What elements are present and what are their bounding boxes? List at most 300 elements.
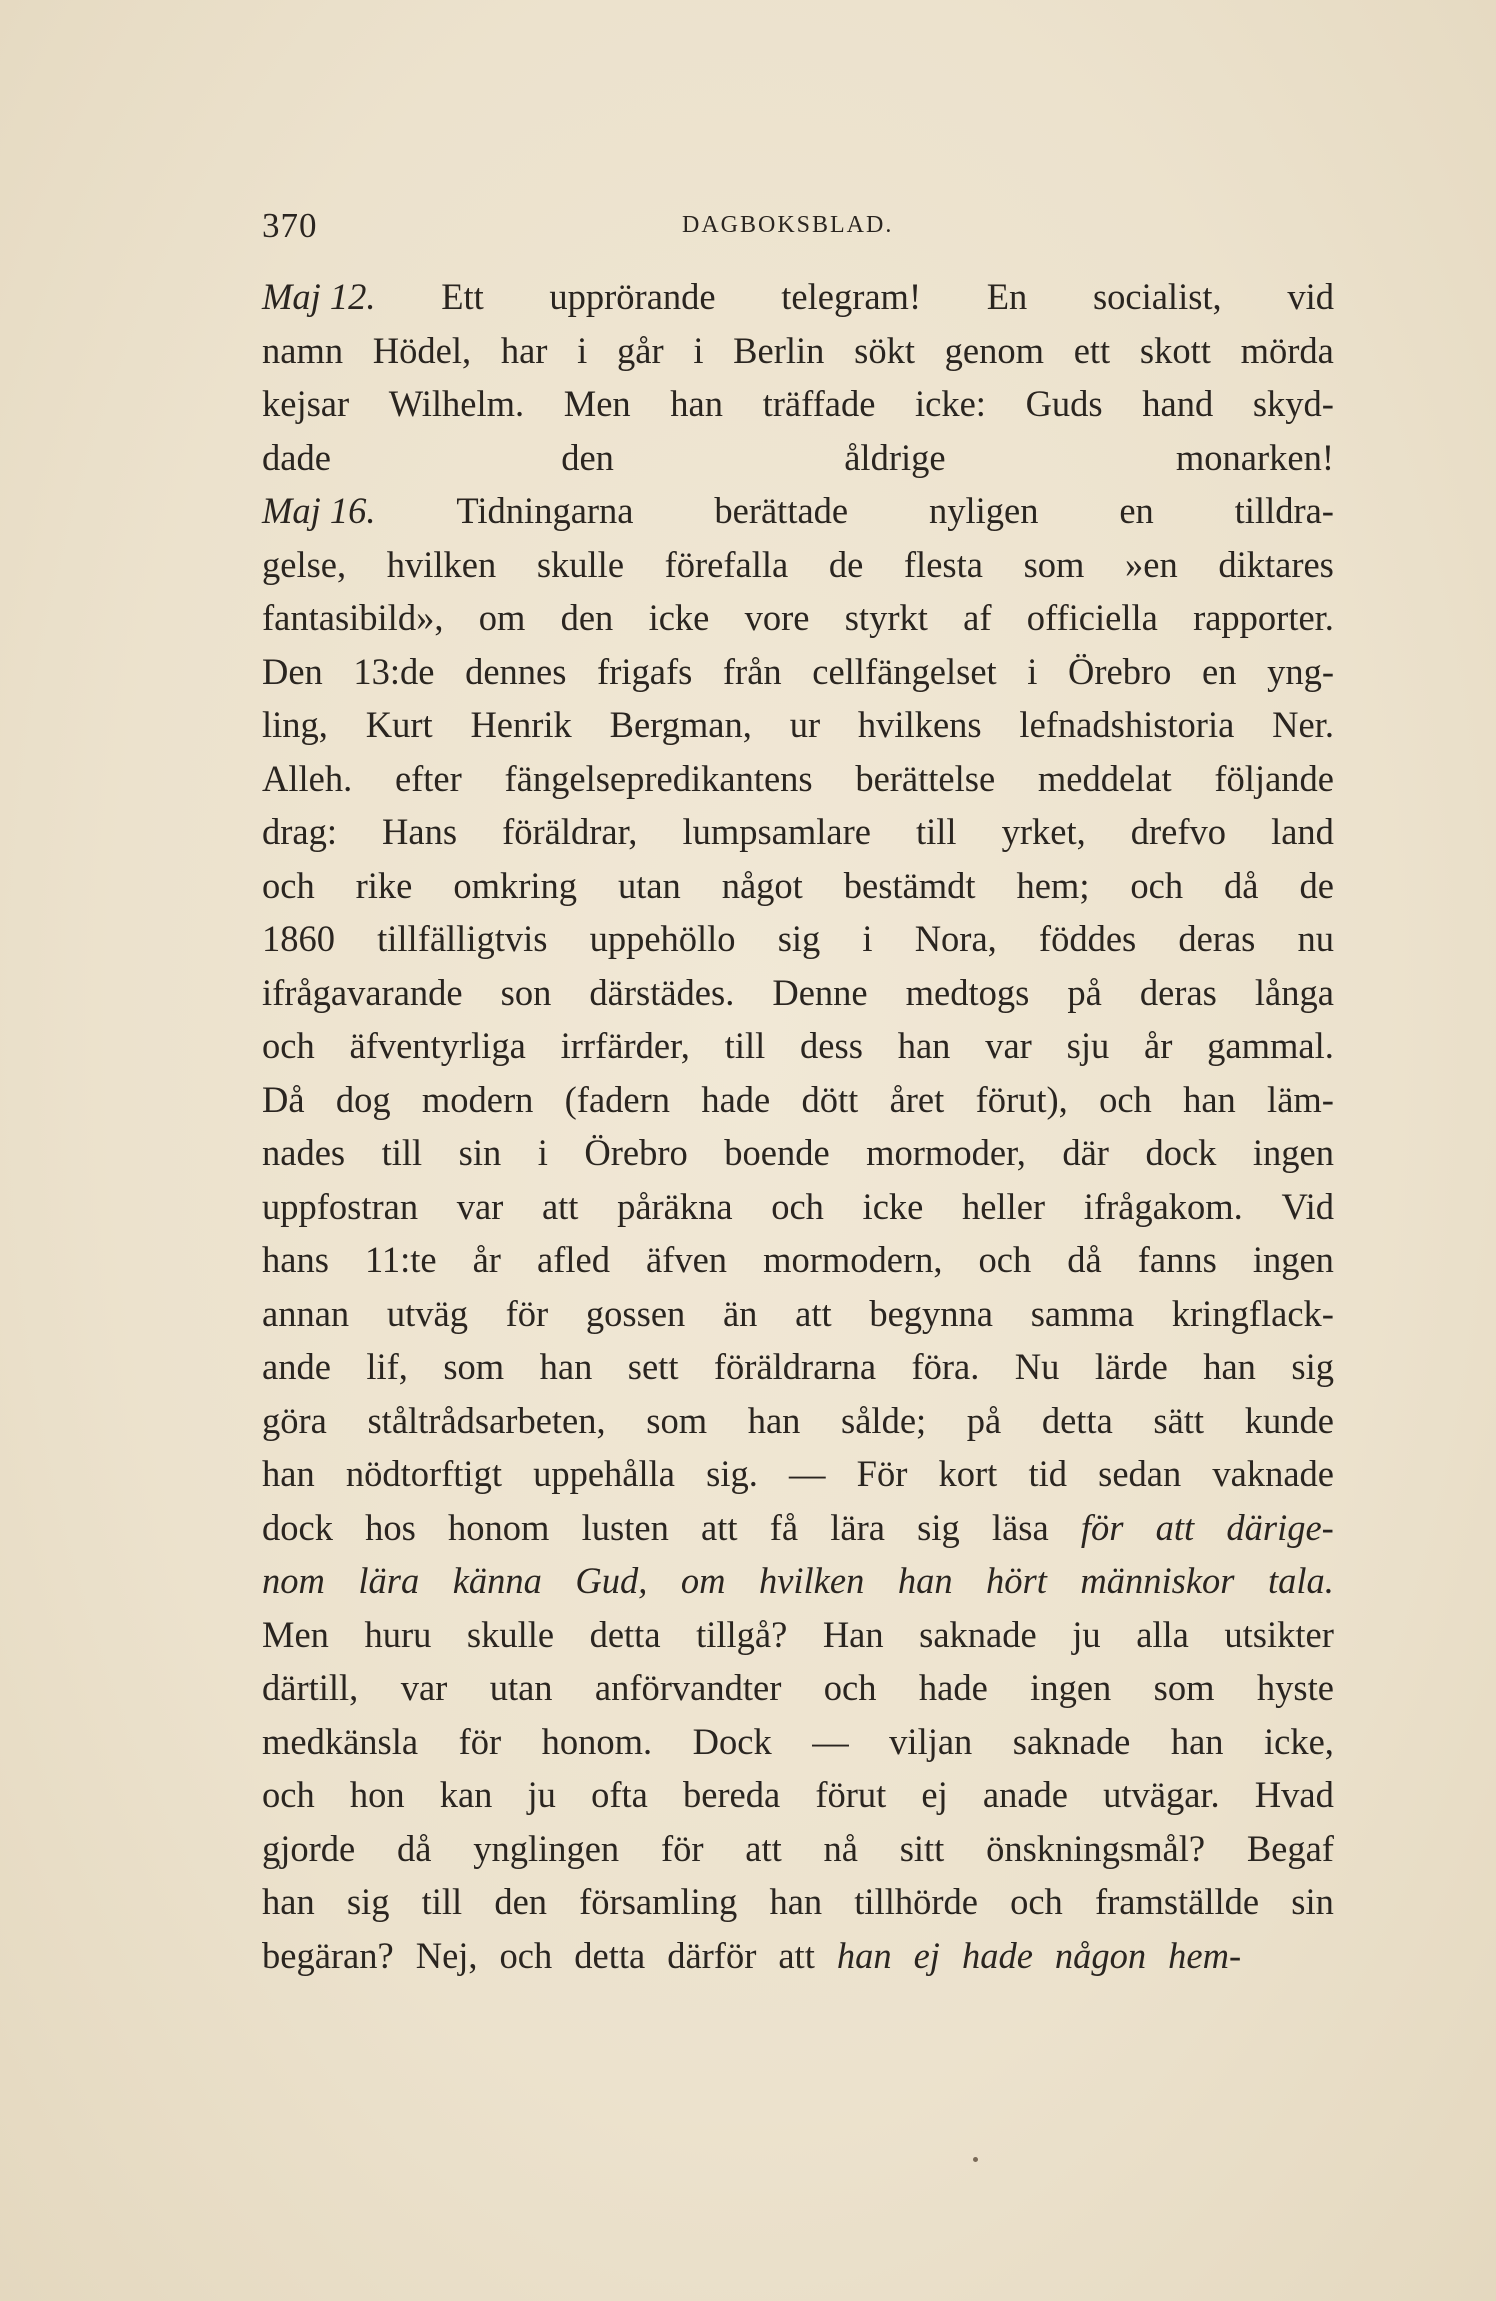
word: medkänsla: [262, 1720, 419, 1762]
word: i: [537, 1132, 548, 1173]
word: irrfärder,: [560, 1025, 690, 1066]
word: cellfängelset: [812, 650, 997, 692]
text-line: [262, 805, 1334, 859]
text-line: [262, 270, 1334, 324]
word: Maj 12.: [262, 276, 376, 317]
word: bestämdt: [843, 864, 976, 906]
word: ingen: [1252, 1239, 1334, 1280]
word: ej: [913, 1934, 940, 1976]
word: sig: [346, 1881, 390, 1922]
word: lumpsamlare: [682, 811, 871, 852]
word: viljan: [889, 1720, 973, 1762]
text-line: [262, 1875, 1334, 1929]
word: begynna: [869, 1292, 993, 1334]
word: huru: [364, 1613, 432, 1655]
word: läm-: [1267, 1078, 1334, 1120]
word: lefnadshistoria: [1019, 704, 1235, 745]
page-number: 370: [262, 206, 318, 245]
word: om: [680, 1560, 726, 1601]
word: vaknade: [1212, 1453, 1334, 1494]
word: efter: [394, 757, 462, 799]
word: går: [617, 329, 664, 371]
word: kunde: [1244, 1399, 1334, 1441]
word: han: [1170, 1720, 1224, 1762]
word: påräkna: [617, 1185, 733, 1227]
running-head: DAGBOKSBLAD.: [682, 212, 894, 238]
page-header: [262, 200, 1334, 250]
word: tillgå?: [696, 1613, 788, 1655]
word: förut: [815, 1774, 887, 1815]
word: sig: [1291, 1346, 1334, 1387]
word: Då: [262, 1078, 305, 1120]
word: föra.: [911, 1346, 980, 1387]
word: nå: [823, 1827, 858, 1869]
word: ingen: [1030, 1667, 1112, 1708]
paper-speck: [973, 2157, 978, 2162]
word: för: [458, 1720, 502, 1762]
word: i: [577, 329, 588, 371]
word: namn: [262, 329, 344, 371]
word: träffade: [762, 383, 876, 424]
text-line: [262, 484, 1334, 538]
word: skyd-: [1252, 383, 1334, 424]
word: för: [660, 1827, 704, 1869]
word: en: [1202, 650, 1237, 692]
word: att: [1155, 1506, 1195, 1548]
word: Guds: [1025, 383, 1103, 424]
word: och: [499, 1934, 553, 1976]
word: rike: [355, 864, 413, 906]
word: utan: [617, 864, 681, 906]
word: son: [500, 971, 552, 1013]
word: Dock: [692, 1720, 772, 1762]
word: ande: [262, 1346, 331, 1387]
word: ur: [789, 704, 821, 745]
word: afled: [537, 1239, 610, 1280]
word: —: [812, 1720, 849, 1762]
word: medtogs: [905, 971, 1030, 1013]
word: den: [561, 436, 614, 478]
word: en: [1119, 490, 1154, 531]
word: »en: [1125, 543, 1178, 585]
word: han: [539, 1346, 593, 1387]
word: upprörande: [549, 276, 716, 317]
word: drag:: [262, 811, 337, 852]
word: drefvo: [1130, 811, 1227, 852]
text-line: [262, 1287, 1334, 1341]
word: från: [722, 650, 782, 692]
word: dog: [335, 1078, 391, 1120]
word: att: [541, 1185, 579, 1227]
word: skulle: [536, 543, 625, 585]
word: Ner.: [1272, 704, 1334, 745]
word: saknade: [919, 1613, 1037, 1655]
word: Wilhelm.: [388, 383, 525, 424]
word: nödtorftigt: [345, 1453, 502, 1494]
word: har: [500, 329, 548, 371]
word: 11:te: [364, 1239, 437, 1280]
word: skott: [1139, 329, 1211, 371]
text-line: [262, 1608, 1334, 1662]
word: lära: [830, 1506, 885, 1548]
word: bereda: [682, 1774, 781, 1815]
text-line: [262, 912, 1334, 966]
word: icke: [862, 1185, 924, 1227]
word: förut),: [975, 1078, 1068, 1120]
word: göra: [262, 1399, 327, 1441]
word: och: [262, 864, 315, 906]
word: diktares: [1218, 543, 1334, 585]
word: fanns: [1137, 1239, 1217, 1280]
word: ifrågavarande: [262, 971, 463, 1013]
word: han: [262, 1453, 315, 1494]
word: uppehålla: [533, 1453, 675, 1494]
word: i: [1027, 650, 1038, 692]
word: året: [889, 1078, 945, 1120]
word: deras: [1139, 971, 1217, 1013]
word: För: [856, 1453, 908, 1494]
word: Gud,: [575, 1560, 648, 1601]
word: åldrige: [844, 436, 946, 478]
word: de: [828, 543, 864, 585]
word: föddes: [1038, 918, 1137, 959]
word: utan: [489, 1667, 553, 1708]
word: yrket,: [1001, 811, 1086, 852]
word: socialist,: [1092, 276, 1222, 317]
word: vore: [744, 597, 810, 638]
word: som: [1023, 543, 1085, 585]
text-line: [262, 1394, 1334, 1448]
word: officiella: [1026, 597, 1158, 638]
word: icke:: [915, 383, 986, 424]
word: för: [1080, 1506, 1124, 1548]
word: den: [560, 597, 614, 638]
word: hvilkens: [857, 704, 982, 745]
text-line: [262, 1340, 1334, 1394]
word: detta: [574, 1934, 646, 1976]
word: Örebro: [584, 1132, 688, 1173]
word: som: [443, 1346, 505, 1387]
word: var: [400, 1667, 448, 1708]
word: lusten: [581, 1506, 669, 1548]
word: och: [1130, 864, 1184, 906]
word: honom.: [541, 1720, 653, 1762]
word: därige-: [1226, 1506, 1334, 1548]
word: lära: [358, 1560, 420, 1601]
word: ett: [1073, 329, 1111, 371]
word: Men: [262, 1613, 329, 1655]
body-text: [262, 270, 1334, 1982]
word: ingen: [1252, 1132, 1334, 1173]
word: hos: [365, 1506, 416, 1548]
word: hon: [349, 1774, 405, 1815]
word: då: [1224, 864, 1259, 906]
word: Den: [262, 650, 323, 692]
word: hvilken: [386, 543, 497, 585]
word: berättelse: [855, 757, 996, 799]
word: han: [836, 1934, 892, 1976]
word: —: [789, 1453, 826, 1494]
word: fantasibild»,: [262, 597, 444, 638]
word: ynglingen: [473, 1827, 620, 1869]
word: styrkt: [844, 597, 928, 638]
word: och: [771, 1185, 824, 1227]
word: att: [778, 1934, 815, 1976]
word: Nu: [1014, 1346, 1060, 1387]
text-line: [262, 1126, 1334, 1180]
word: Men: [563, 383, 631, 424]
word: kan: [439, 1774, 493, 1815]
word: år: [472, 1239, 501, 1280]
word: sökt: [854, 329, 915, 371]
word: rapporter.: [1193, 597, 1334, 638]
word: Han: [822, 1613, 884, 1655]
word: än: [722, 1292, 758, 1334]
text-line: [262, 377, 1334, 431]
word: sin: [1291, 1881, 1334, 1922]
word: äfventyrliga: [349, 1025, 526, 1066]
word: till: [421, 1881, 463, 1922]
word: tillfälligtvis: [377, 918, 548, 959]
word: mormodern,: [763, 1239, 943, 1280]
word: boende: [724, 1132, 830, 1173]
word: sju: [1066, 1025, 1110, 1066]
text-line: [262, 1768, 1334, 1822]
word: till: [381, 1132, 423, 1173]
word: läsa: [991, 1506, 1049, 1548]
word: Nej,: [415, 1934, 478, 1976]
word: utväg: [386, 1292, 468, 1334]
word: deras: [1178, 918, 1256, 959]
word: äfven: [645, 1239, 728, 1280]
text-line: [262, 324, 1334, 378]
word: omkring: [453, 864, 578, 906]
word: detta: [1041, 1399, 1113, 1441]
word: sätt: [1153, 1399, 1205, 1441]
word: icke,: [1264, 1720, 1334, 1762]
word: hade: [918, 1667, 988, 1708]
word: Henrik: [470, 704, 572, 745]
word: sig: [917, 1506, 960, 1548]
word: frigafs: [597, 650, 693, 692]
word: föräldrarna: [713, 1346, 877, 1387]
text-line: [262, 591, 1334, 645]
word: därtill,: [262, 1667, 359, 1708]
word: (fadern: [564, 1078, 671, 1120]
word: sin: [458, 1132, 502, 1173]
word: där: [1062, 1132, 1109, 1173]
word: och: [262, 1025, 315, 1066]
word: tid: [1028, 1453, 1067, 1494]
word: hem-: [1168, 1934, 1242, 1976]
word: annan: [262, 1292, 350, 1334]
word: som: [1153, 1667, 1215, 1708]
word: hyste: [1256, 1667, 1334, 1708]
word: lif,: [366, 1346, 408, 1387]
word: nades: [262, 1132, 346, 1173]
text-line: [262, 1073, 1334, 1127]
word: af: [963, 597, 992, 638]
word: ju: [527, 1774, 556, 1815]
word: församling: [579, 1881, 738, 1922]
text-line: [262, 431, 1334, 485]
word: hade: [961, 1934, 1033, 1976]
word: till: [724, 1025, 766, 1066]
word: Begaf: [1246, 1827, 1334, 1869]
word: Vid: [1281, 1185, 1334, 1227]
text-line: [262, 1019, 1334, 1073]
word: gammal.: [1207, 1025, 1334, 1066]
word: tillhörde: [854, 1881, 978, 1922]
word: hem;: [1016, 864, 1090, 906]
word: följande: [1214, 757, 1334, 799]
word: Tidningarna: [456, 490, 634, 531]
word: de: [1299, 864, 1334, 906]
word: människor: [1080, 1560, 1235, 1601]
word: Örebro: [1068, 650, 1172, 692]
word: dock: [1145, 1132, 1217, 1173]
word: till: [916, 811, 957, 852]
word: detta: [589, 1613, 661, 1655]
word: begäran?: [262, 1934, 394, 1976]
word: långa: [1254, 971, 1334, 1013]
word: nom: [262, 1560, 325, 1601]
word: föräldrar,: [502, 811, 638, 852]
word: ju: [1072, 1613, 1101, 1655]
word: berättade: [714, 490, 849, 531]
word: om: [478, 597, 526, 638]
word: saknade: [1012, 1720, 1131, 1762]
word: yng-: [1267, 650, 1334, 692]
word: Alleh.: [262, 757, 353, 799]
word: i: [862, 918, 873, 959]
text-line: [262, 1233, 1334, 1287]
word: sålde;: [841, 1399, 927, 1441]
text-line: [262, 1501, 1334, 1555]
word: dess: [800, 1025, 863, 1066]
word: flesta: [903, 543, 983, 585]
word: ofta: [591, 1774, 648, 1815]
word: kejsar: [262, 383, 350, 424]
word: nyligen: [928, 490, 1039, 531]
word: hans: [262, 1239, 329, 1280]
word: och: [823, 1667, 877, 1708]
word: ståltrådsarbeten,: [367, 1399, 606, 1441]
word: år: [1144, 1025, 1173, 1066]
word: tilldra-: [1234, 490, 1334, 531]
word: Hödel,: [372, 329, 472, 371]
word: något: [721, 864, 803, 906]
word: utsikter: [1224, 1613, 1334, 1655]
word: 13:de: [353, 650, 435, 692]
word: hand: [1142, 383, 1214, 424]
word: hvilken: [758, 1560, 865, 1601]
word: mörda: [1240, 329, 1334, 371]
word: förefalla: [664, 543, 789, 585]
word: var: [456, 1185, 504, 1227]
word: han: [670, 383, 723, 424]
word: han: [769, 1881, 823, 1922]
word: framställde: [1094, 1881, 1260, 1922]
word: heller: [961, 1185, 1046, 1227]
word: därför: [667, 1934, 757, 1976]
word: ling,: [262, 704, 328, 745]
word: kringflack-: [1171, 1292, 1334, 1334]
word: Bergman,: [609, 704, 752, 745]
word: någon: [1054, 1934, 1147, 1976]
word: Nora,: [914, 918, 997, 959]
word: han: [1203, 1346, 1256, 1387]
word: anade: [982, 1774, 1068, 1815]
word: mormoder,: [866, 1132, 1026, 1173]
text-line: [262, 859, 1334, 913]
word: hade: [701, 1078, 771, 1120]
word: som: [646, 1399, 708, 1441]
text-line: [262, 538, 1334, 592]
word: dennes: [465, 650, 567, 692]
word: han: [897, 1560, 953, 1601]
word: den: [494, 1881, 548, 1922]
word: uppfostran: [262, 1185, 419, 1227]
word: på: [1067, 971, 1102, 1013]
word: honom: [448, 1506, 550, 1548]
text-line: [262, 1929, 1334, 1983]
text-line: [262, 1180, 1334, 1234]
word: dade: [262, 436, 331, 478]
word: för: [505, 1292, 549, 1334]
word: 1860: [262, 918, 335, 959]
word: nu: [1297, 918, 1334, 959]
word: tala.: [1267, 1560, 1334, 1601]
word: och: [262, 1774, 315, 1815]
word: dött: [801, 1078, 859, 1120]
word: sig.: [706, 1453, 758, 1494]
word: känna: [452, 1560, 542, 1601]
text-line: [262, 1661, 1334, 1715]
word: Hans: [382, 811, 458, 852]
word: att: [745, 1827, 782, 1869]
word: Maj 16.: [262, 490, 376, 531]
word: sedan: [1098, 1453, 1182, 1494]
word: och: [978, 1239, 1032, 1280]
word: kort: [938, 1453, 998, 1494]
word: modern: [421, 1078, 534, 1120]
word: då: [1067, 1239, 1102, 1280]
word: fängelsepredikantens: [504, 757, 813, 799]
text-line: [262, 1715, 1334, 1769]
word: meddelat: [1037, 757, 1172, 799]
word: i: [693, 329, 704, 371]
word: dock: [262, 1506, 333, 1548]
word: Hvad: [1254, 1774, 1334, 1815]
word: han: [1183, 1078, 1236, 1120]
word: land: [1271, 811, 1334, 852]
text-line: [262, 966, 1334, 1020]
word: En: [986, 276, 1028, 317]
word: icke: [648, 597, 710, 638]
word: då: [397, 1827, 432, 1869]
word: alla: [1136, 1613, 1189, 1655]
word: hört: [986, 1560, 1047, 1601]
word: därstädes.: [589, 971, 735, 1013]
word: ej: [921, 1774, 948, 1815]
word: han: [747, 1399, 801, 1441]
word: monarken!: [1175, 436, 1334, 478]
word: ifrågakom.: [1083, 1185, 1243, 1227]
text-line: [262, 1822, 1334, 1876]
word: uppehöllo: [589, 918, 736, 959]
word: skulle: [466, 1613, 555, 1655]
